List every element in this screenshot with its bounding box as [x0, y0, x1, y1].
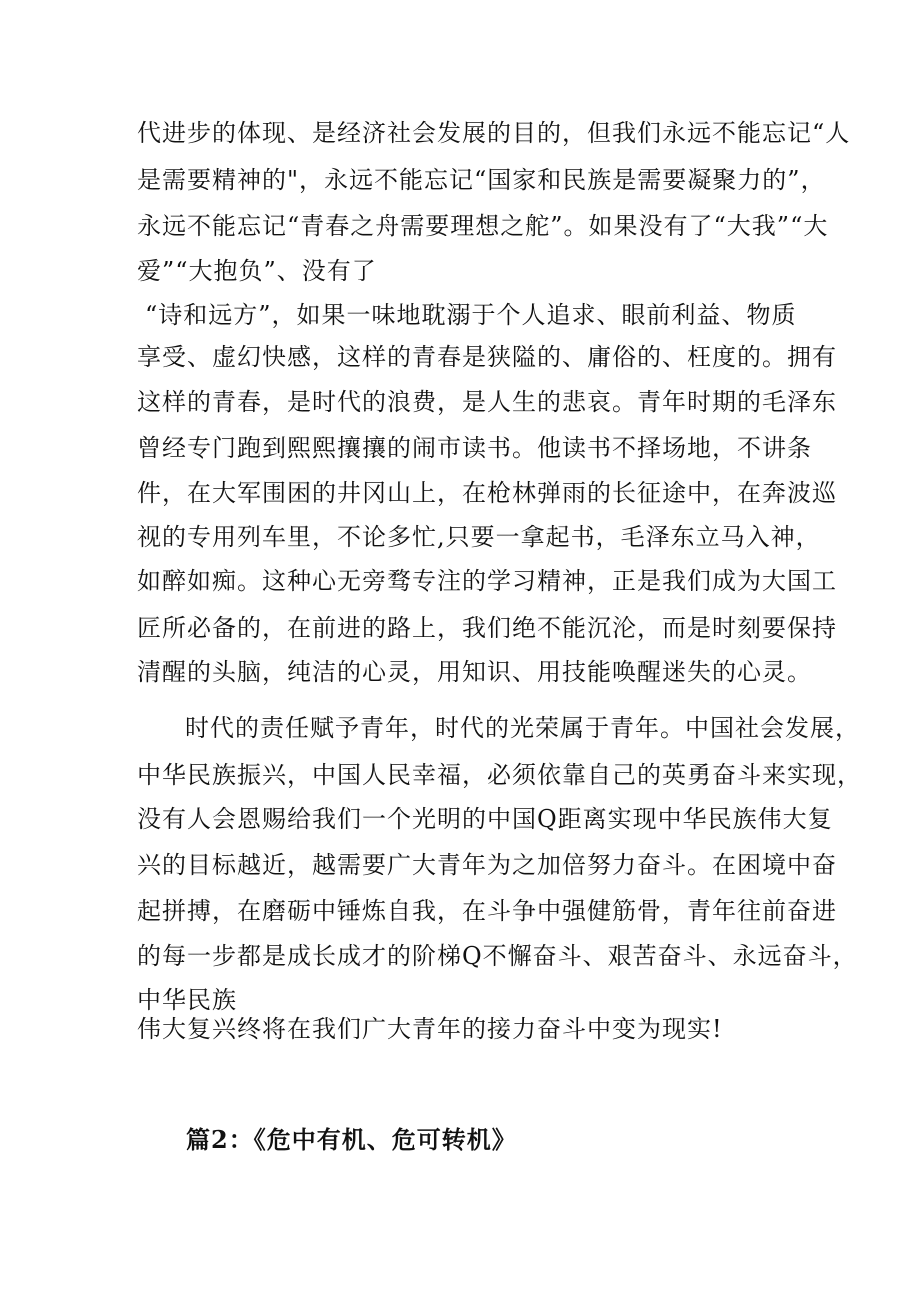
text-line: 时代的责任赋予青年，时代的光荣属于青年。中国社会发展， — [185, 714, 860, 742]
text-line: 起拼搏，在磨砺中锤炼自我，在斗争中强健筋骨，青年往前奋进 — [137, 897, 837, 925]
text-line: 永远不能忘记“青春之舟需要理想之舵”。如果没有了“大我”“大 — [137, 212, 829, 240]
text-line: 清醒的头脑，纯洁的心灵，用知识、用技能唤醒迷失的心灵。 — [137, 658, 812, 686]
text-line: 没有人会恩赐给我们一个光明的中国Q距离实现中华民族伟大复 — [137, 805, 833, 833]
text-line: 匠所必备的，在前进的路上，我们绝不能沉沦，而是时刻要保持 — [137, 614, 837, 642]
text-line: 伟大复兴终将在我们广大青年的接力奋斗中变为现实! — [137, 1015, 723, 1043]
section-heading: 篇2：《危中有机、危可转机》 — [186, 1125, 517, 1154]
text-line: 爱”“大抱负”、没有了 — [137, 257, 377, 285]
text-line: 中华民族振兴，中国人民幸福，必须依靠自己的英勇奋斗来实现， — [137, 761, 862, 789]
text-line: 视的专用列车里，不论多忙,只要一拿起书，毛泽东立马入神， — [137, 523, 821, 551]
text-line: 中华民族 — [137, 986, 237, 1014]
text-line: 件，在大军围困的井冈山上，在枪林弹雨的长征途中，在奔波巡 — [137, 479, 837, 507]
text-line: 享受、虚幻快感，这样的青春是狭隘的、庸俗的、枉度的。拥有 — [137, 343, 837, 371]
text-line: 是需要精神的"，永远不能忘记“国家和民族是需要凝聚力的”， — [137, 166, 826, 194]
text-line: 兴的目标越近，越需要广大青年为之加倍努力奋斗。在困境中奋 — [137, 851, 837, 879]
text-line: 的每一步都是成长成才的阶梯Q不懈奋斗、艰苦奋斗、永远奋斗， — [137, 942, 858, 970]
text-line: 曾经专门跑到熙熙攘攘的闹市读书。他读书不择场地，不讲条 — [137, 434, 812, 462]
text-line: “诗和远方”，如果一味地耽溺于个人追求、眼前利益、物质 — [145, 301, 797, 329]
text-line: 如醉如痴。这种心无旁骛专注的学习精神，正是我们成为大国工 — [137, 567, 837, 595]
text-line: 代进步的体现、是经济社会发展的目的，但我们永远不能忘记“人 — [137, 119, 851, 147]
text-line: 这样的青春，是时代的浪费，是人生的悲哀。青年时期的毛泽东 — [137, 388, 837, 416]
